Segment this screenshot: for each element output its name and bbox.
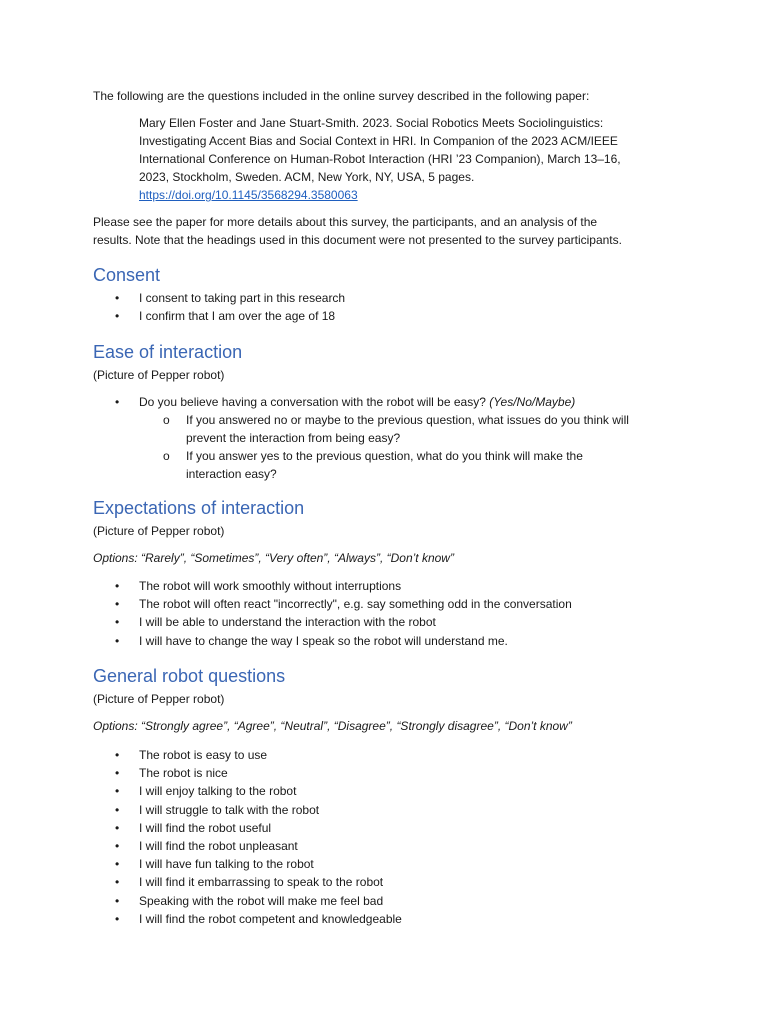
bullet-icon: •: [115, 748, 120, 762]
ease-list: [93, 393, 713, 483]
bullet-icon: •: [115, 615, 120, 630]
list-item: • I will find the robot unpleasant: [93, 837, 713, 855]
list-item: • The robot is nice: [93, 764, 713, 782]
bullet-icon: •: [115, 802, 120, 817]
bullet-icon: •: [115, 579, 120, 593]
bullet-icon: •: [115, 911, 120, 926]
general-list: [93, 746, 713, 928]
bullet-icon: •: [115, 633, 120, 648]
list-item: • I will find the robot useful: [93, 819, 713, 837]
question-text: Do you believe having a conversation with the robot will be easy?: [139, 395, 490, 409]
options-text: Options: “Rarely”, “Sometimes”, “Very often”, “Always”, “Don’t know”: [93, 551, 454, 565]
options-text: Options: “Strongly agree”, “Agree”, “Neutral”, “Disagree”, “Strongly disagree”, “Don’t know”: [93, 719, 572, 733]
bullet-icon: •: [115, 291, 120, 305]
citation-line: 2023, Stockholm, Sweden. ACM, New York, NY, USA, 5 pages.: [139, 170, 475, 184]
list-item: • The robot will often react "incorrectly", e.g. say something odd in the conversation: [93, 595, 713, 613]
picture-note: (Picture of Pepper robot): [93, 692, 225, 706]
list-item-text: I confirm that I am over the age of 18: [139, 309, 336, 324]
bullet-icon: •: [115, 597, 120, 612]
sub-list-item: o If you answer yes to the previous question, what do you think will make the interaction easy?: [163, 449, 583, 482]
bullet-icon: •: [115, 820, 120, 835]
bullet-icon: •: [115, 857, 120, 872]
doi-link[interactable]: https://doi.org/10.1145/3568294.3580063: [139, 188, 358, 202]
intro-text: The following are the questions included in the online survey described in the following paper:: [93, 89, 590, 103]
bullet-icon: •: [115, 395, 120, 409]
question-options: (Yes/No/Maybe): [489, 395, 576, 409]
note-text: Please see the paper for more details about this survey, the participants, and an analysis of the: [93, 215, 598, 229]
list-item: [93, 289, 713, 307]
bullet-icon: •: [115, 839, 120, 854]
list-item: • I will struggle to talk with the robot: [93, 801, 713, 819]
note-text: results. Note that the headings used in this document were not presented to the survey participants.: [93, 233, 622, 247]
list-item: • I will have fun talking to the robot: [93, 855, 713, 873]
section-heading-consent: Consent: [93, 265, 161, 285]
list-item: • Speaking with the robot will make me feel bad: [93, 892, 713, 910]
list-item: • I will find the robot competent and knowledgeable: [93, 910, 713, 928]
list-item: [93, 393, 713, 483]
list-item: • The robot will work smoothly without interruptions: [93, 577, 713, 595]
section-heading-ease: Ease of interaction: [93, 342, 243, 362]
picture-note: (Picture of Pepper robot): [93, 368, 225, 382]
bullet-icon: •: [115, 893, 120, 908]
bullet-icon: •: [115, 309, 120, 324]
citation-line: International Conference on Human-Robot Interaction (HRI ’23 Companion), March 13–16,: [139, 152, 621, 166]
expectations-list: [93, 577, 713, 650]
list-item: • The robot is easy to use: [93, 746, 713, 764]
section-heading-expectations: Expectations of interaction: [93, 498, 305, 518]
sub-bullet-icon: o: [163, 413, 170, 428]
list-item: • I will find it embarrassing to speak to the robot: [93, 873, 713, 891]
list-item-text: I consent to taking part in this research: [139, 291, 346, 305]
list-item: • I will be able to understand the interaction with the robot: [93, 613, 713, 631]
list-item: • I will have to change the way I speak so the robot will understand me.: [93, 632, 713, 650]
section-heading-general: General robot questions: [93, 666, 286, 686]
citation-line: Mary Ellen Foster and Jane Stuart-Smith. 2023. Social Robotics Meets Sociolinguistics:: [139, 116, 604, 130]
sub-bullet-icon: o: [163, 449, 170, 464]
bullet-icon: •: [115, 784, 120, 799]
picture-note: (Picture of Pepper robot): [93, 524, 225, 538]
citation-line: Investigating Accent Bias and Social Context in HRI. In Companion of the 2023 ACM/IEEE: [139, 134, 618, 148]
bullet-icon: •: [115, 766, 120, 781]
sub-list-item: o If you answered no or maybe to the previous question, what issues do you think will prevent the interaction from being easy?: [163, 413, 629, 446]
consent-list: [93, 289, 713, 325]
bullet-icon: •: [115, 875, 120, 890]
list-item: [93, 307, 713, 325]
sub-list: [139, 411, 713, 483]
list-item: • I will enjoy talking to the robot: [93, 782, 713, 800]
